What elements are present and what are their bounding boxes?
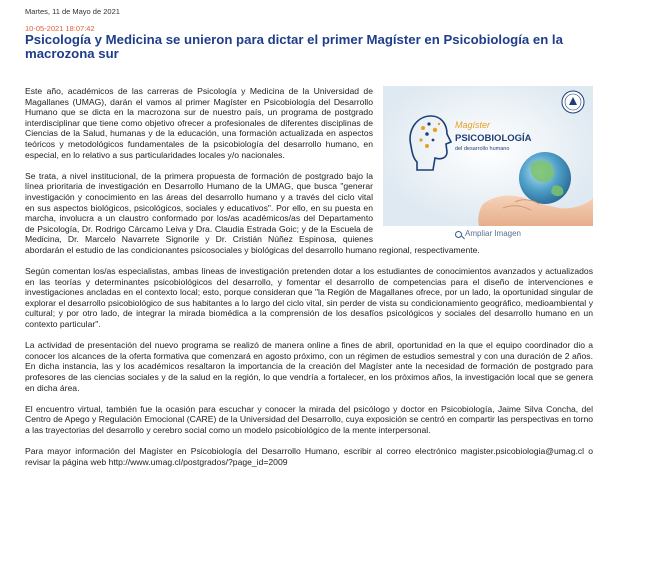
article-photo[interactable] (383, 86, 593, 226)
enlarge-image-label: Ampliar Imagen (464, 229, 522, 238)
article-timestamp: 10-05-2021 18:07:42 (25, 24, 95, 33)
logo-line-2: PSICOBIOLOGÍA (455, 133, 532, 144)
article-paragraph-3: Según comentan los/as especialistas, ambas líneas de investigación pretenden dotar a los estudiantes de conocimientos avanzados y actualizados en las teorías y determinantes psicobiológicos del desarrollo, y fomentar el desarrollo de competencias para el diseño de intervenciones e investigaciones ancladas en el contexto local; esto, porque consideran que "la Región de Magallanes ofrece, por un lado, la oportunidad singular de explorar el desarrollo psicobiológico de sus habitantes a lo largo del ciclo vital, sin perder de vista su condicionamiento geográfico, medioambiental y cultural; y por otro lado, de integrar la mirada biomédica a la comprensión de los desafíos psicológicos y sociales del desarrollo humano en un contexto particular". (25, 266, 593, 330)
page-date: Martes, 11 de Mayo de 2021 (25, 7, 120, 16)
logo-line-3: del desarrollo humano (455, 146, 510, 152)
article-body (25, 86, 593, 478)
article-paragraph-2: Se trata, a nivel institucional, de la primera propuesta de formación de postgrado bajo la línea prioritaria de investigación en Desarrollo Humano de la UMAG, que busca "generar investigación y conocimiento en las áreas del desarrollo humano y a través del ciclo vital en sus aspectos biológicos, psicológicos, sociales y educativos". Por ello, en su puesta en marcha, involucra a un claustro conformado por los/as académicos/as del Departamento de Psicología, Dr. Rodrigo Cárcamo Leiva y Dra. Claudia Estrada Goic; y de la Escuela de Medicina, Dr. Marcelo Navarrete Signorile y Dr. Cristián Núñez Espinosa, quienes abordarán el estudio de las condicionantes psicosociales y biológicas del desarrollo humano regional, respectivamente. (25, 170, 480, 255)
article-paragraph-6: Para mayor información del Magíster en Psicobiología del Desarrollo Humano, escribir al correo electrónico magister.psicobiologia@umag.cl o revisar la página web http://www.umag.cl/postgrados/?page_id=2009 (25, 446, 593, 467)
university-seal-icon (562, 91, 584, 113)
article-paragraph-5: El encuentro virtual, también fue la ocasión para escuchar y conocer la mirada del psicólogo y doctor en Psicobiología, Jaime Silva Concha, del Centro de Apego y Regulación Emocional (CARE) de la Universidad del Desarrollo, cuya exposición se centró en compartir las perspectivas en torno a las trayectorias del desarrollo y cerebro social como un modelo psicobiológico de la mente interpersonal. (25, 403, 593, 435)
psicobiologia-illustration (383, 86, 593, 226)
enlarge-image-link[interactable] (383, 229, 593, 240)
article-title: Psicología y Medicina se unieron para dictar el primer Magíster en Psicobiología en la macrozona sur (25, 32, 563, 61)
article-figure (383, 86, 593, 240)
logo-line-1: Magíster (455, 120, 491, 130)
magnifier-icon (455, 231, 462, 238)
article-paragraph-4: La actividad de presentación del nuevo programa se realizó de manera online a fines de abril, oportunidad en la que el equipo coordinador dio a conocer los alcances de la oferta formativa que comenzará en agosto próximo, con un régimen de estudios semestral y con una duración de 2 años. En dicha instancia, las y los académicos resaltaron la importancia de la creación del Magíster ante la necesidad de formación de postgrado para profesores de las ciencias sociales y de la salud en la región, lo que vendría a fortalecer, en los próximos años, la investigación local que se genera en dicha área. (25, 340, 593, 393)
article-paragraph-1: Este año, académicos de las carreras de Psicología y Medicina de la Universidad de Magallanes (UMAG), darán el vamos al primer Magíster en Psicobiología del Desarrollo Humano que se dicta en la macrozona sur de nuestro país, un programa de postgrado interdisciplinar que tiene como objetivo ofrecer a profesionales de diferentes disciplinas de Ciencias de la Salud, humanas y de la educación, una formación actualizada en aspectos teóricos y metodológicos fundamentales de la psicobiología del desarrollo humano, en especial, en lo relativo a sus particularidades locales y/o nacionales. (25, 86, 373, 160)
